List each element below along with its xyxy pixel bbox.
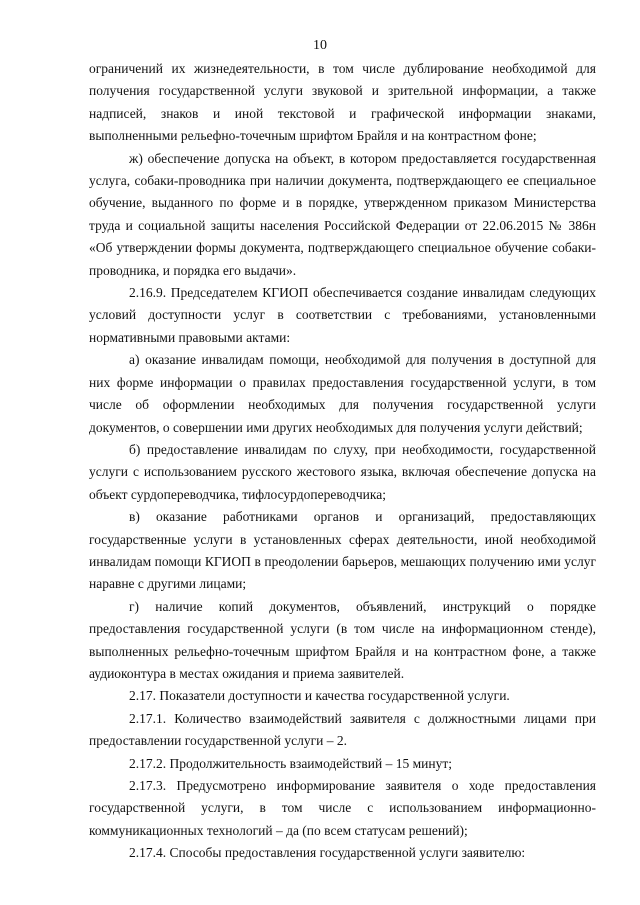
paragraph-item-v: в) оказание работниками органов и организаций, предоставляющих государственные услуги в установленных сферах деятельности, иной необходимой инвалидам помощи КГИОП в преодолении барьеров, мешающих получению ими услуг наравне с другими лицами;: [89, 509, 596, 592]
paragraph-2-16-9: 2.16.9. Председателем КГИОП обеспечивается создание инвалидам следующих условий доступности услуг в соответствии с требованиями, установленными нормативными правовыми актами:: [89, 285, 596, 345]
paragraph-2-17: 2.17. Показатели доступности и качества государственной услуги.: [129, 688, 510, 704]
paragraph-item-b: б) предоставление инвалидам по слуху, при необходимости, государственной услуги с использованием русского жестового языка, включая обеспечение допуска на объект сурдопереводчика, тифлосурдопереводчика;: [89, 441, 596, 502]
paragraph-continuation: ограничений их жизнедеятельности, в том числе дублирование необходимой для получения государственной услуги звуковой и зрительной информации, а также надписей, знаков и иной текстовой и графической информации знаками, выполненными рельефно-точечным шрифтом Брайля и на контрастном фоне;: [89, 61, 596, 144]
page-number: 10: [313, 38, 327, 53]
paragraph-2-17-2: 2.17.2. Продолжительность взаимодействий – 15 минут;: [129, 755, 453, 771]
paragraph-2-17-4: 2.17.4. Способы предоставления государственной услуги заявителю:: [129, 845, 526, 861]
paragraph-2-17-1: 2.17.1. Количество взаимодействий заявителя с должностными лицами при предоставлении государственной услуги – 2.: [89, 710, 596, 749]
paragraph-item-g: г) наличие копий документов, объявлений, инструкций о порядке предоставления государственной услуги (в том числе на информационном стенде), выполненных рельефно-точечным шрифтом Брайля и на контрастном фоне, а также аудиоконтура в местах ожидания и приема заявителей.: [89, 598, 596, 681]
paragraph-2-17-3: 2.17.3. Предусмотрено информирование заявителя о ходе предоставления государственной услуги, в том числе с использованием информационно-коммуникационных технологий – да (по всем статусам решений);: [89, 778, 596, 838]
document-body: [89, 58, 596, 865]
paragraph-item-zh: ж) обеспечение допуска на объект, в котором предоставляется государственная услуга, собаки-проводника при наличии документа, подтверждающего ее специальное обучение, выданного по форме и в порядке, утвержденном приказом Министерства труда и социальной защиты населения Российской Федерации от 22.06.2015 № 386н «Об утверждении формы документа, подтверждающего специальное обучение собаки-проводника, и порядка его выдачи».: [89, 150, 596, 278]
paragraph-item-a: а) оказание инвалидам помощи, необходимой для получения в доступной для них форме информации о правилах предоставления государственной услуги, в том числе об оформлении необходимых для получения государственной услуги документов, о совершении ими других необходимых для получения услуги действий;: [89, 352, 596, 435]
